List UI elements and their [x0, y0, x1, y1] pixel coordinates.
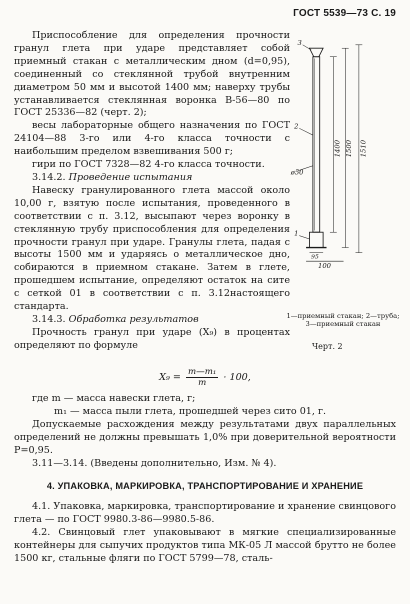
- label-3: 3: [297, 38, 302, 47]
- label-1510: 1510: [359, 139, 368, 158]
- page-header: ГОСТ 5539—73 С. 19: [293, 8, 396, 19]
- paragraph-weights: гири по ГОСТ 7328—82 4-го класса точности.: [32, 159, 265, 171]
- paragraph-procedure: Навеску гранулированного глета массой около 10,00 г, взятую после испытания, проведенного в соответствии с п. 3.12, высыпают через воронку в стеклянную трубу приспособления для определения прочности гранул при ударе. Гранулы глета, падая с высоты 1500 мм и ударяясь о металлическое дно, собираются в приемном стакане. Затем в глете, прошедшем испытание, определяют остаток на сите с сеткой 01 в соответствии с п. 3.12настоящего стандарта.: [14, 184, 290, 313]
- formula-fraction: [186, 367, 218, 388]
- label-2: 2: [294, 122, 299, 131]
- paragraph-apparatus: Приспособление для определения прочности гранул глета при ударе представляет собой приемный стакан с металлическим дном (d=0,95), соединенный со стеклянной трубой внутренним диаметром 50 мм и высотой 1400 мм; наверху трубы устанавливается стеклянная воронка В-56—80 по ГОСТ 25336—82 (черт. 2);: [14, 30, 290, 119]
- paragraph-amendment: 3.11—3.14. (Введены дополнительно, Изм. № 4).: [32, 457, 277, 469]
- cup-shape: [309, 232, 323, 247]
- subsection-title: Обработка результатов: [68, 313, 199, 325]
- figure-title: Черт. 2: [312, 342, 343, 351]
- apparatus-drawing: [282, 38, 400, 268]
- subsection-title: Проведение испытания: [68, 171, 193, 183]
- paragraph-tolerance: Допускаемые расхождения между результатами двух параллельных определений не должны превышать 1,0% при доверительной вероятности P=0,95.: [14, 418, 396, 456]
- formula-numerator: m—m₁: [187, 367, 217, 377]
- where-m1: m₁ — масса пыли глета, прошедшей через сито 01, г.: [54, 405, 327, 417]
- label-100: 100: [318, 262, 331, 268]
- paragraph-scales: весы лабораторные общего назначения по ГОСТ 24104—88 3-го или 4-го класса точности с наибольшим пределом взвешивания 500 г;: [14, 120, 290, 158]
- subsection-number: 3.14.2.: [32, 171, 66, 183]
- label-95: 95: [311, 253, 319, 261]
- label-1500: 1500: [345, 139, 354, 158]
- formula-denominator: m: [198, 378, 207, 388]
- subsection-3-14-3: [14, 314, 290, 327]
- label-diameter: ø50: [290, 168, 304, 177]
- body-continuation: [14, 362, 396, 566]
- tube-shape: [313, 57, 320, 232]
- paragraph-4-1: 4.1. Упаковка, маркировка, транспортирование и хранение свинцового глета — по ГОСТ 9980.3-86—9980.5-86.: [14, 501, 396, 526]
- label-1400: 1400: [333, 139, 342, 158]
- section-4-heading: 4. УПАКОВКА, МАРКИРОВКА, ТРАНСПОРТИРОВАНИЕ И ХРАНЕНИЕ: [46, 481, 364, 492]
- strength-formula: [14, 367, 396, 388]
- subsection-3-14-2: [14, 172, 290, 185]
- funnel-shape: [309, 48, 323, 57]
- subsection-number: 3.14.3.: [32, 313, 66, 325]
- paragraph-4-2: 4.2. Свинцовый глет упаковывают в мягкие специализированные контейнеры для сыпучих продуктов типа МК-05 Л массой брутто не более 1500 кг, стальные фляги по ГОСТ 5799—78, сталь-: [14, 527, 396, 564]
- paragraph-strength: Прочность гранул при ударе (X₉) в процентах определяют по формуле: [14, 326, 290, 351]
- left-column: [14, 30, 290, 353]
- formula-rhs: · 100,: [223, 372, 251, 383]
- label-1: 1: [294, 229, 299, 238]
- formula-lhs: X₉ =: [159, 372, 181, 383]
- where-m: где m — масса навески глета, г;: [32, 393, 196, 404]
- figure-caption: 1—приемный стакан; 2—труба; 3—приемный стакан: [286, 312, 400, 328]
